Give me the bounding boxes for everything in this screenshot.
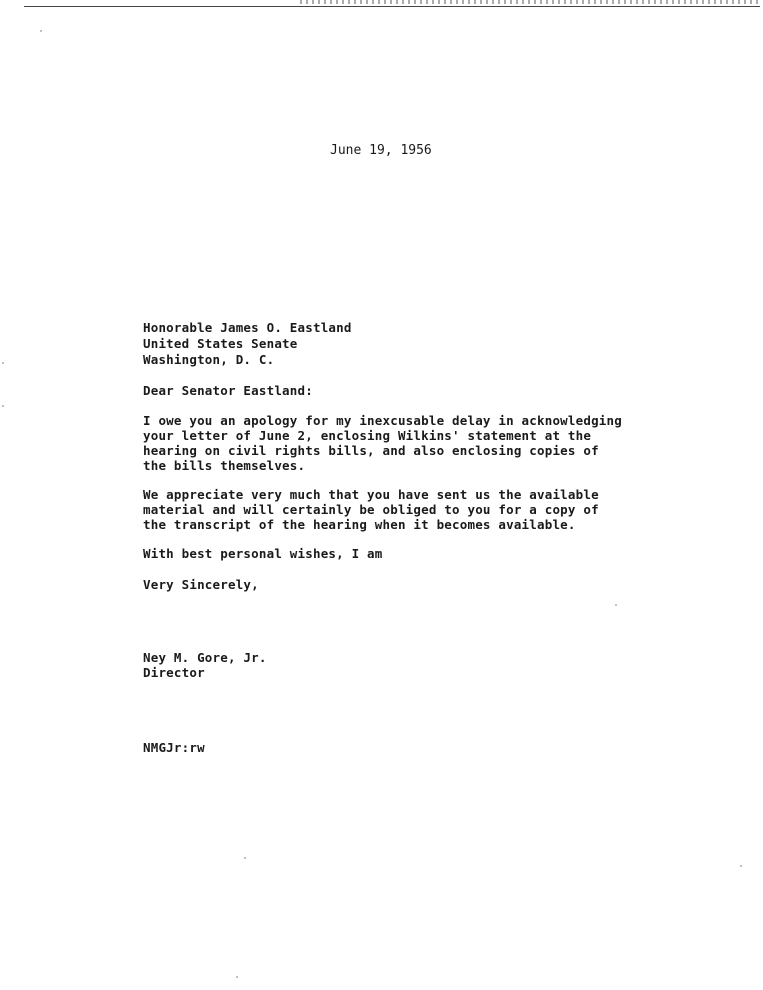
paper-speck [40,30,42,32]
recipient-office: United States Senate [143,336,298,351]
paragraph-line: the bills themselves. [143,458,306,473]
paragraph-line: I owe you an apology for my inexcusable delay in acknowledging [143,413,622,428]
signer-title: Director [143,665,205,680]
paper-speck [236,976,238,978]
salutation: Dear Senator Eastland: [143,383,313,398]
top-dotted-edge [300,0,760,4]
recipient-city: Washington, D. C. [143,352,275,367]
paper-speck [740,865,742,867]
paper-speck [244,857,246,859]
paragraph-line: With best personal wishes, I am [143,546,383,561]
paper-speck [615,604,617,606]
paragraph-line: the transcript of the hearing when it becomes available. [143,517,576,532]
paragraph-line: hearing on civil rights bills, and also enclosing copies of [143,443,599,458]
reference-initials: NMGJr:rw [143,740,205,755]
paragraph-line: We appreciate very much that you have sent us the available [143,487,599,502]
paragraph-line: your letter of June 2, enclosing Wilkins' statement at the [143,428,592,443]
letter-date: June 19, 1956 [330,143,432,158]
paper-speck [2,405,4,407]
closing: Very Sincerely, [143,577,259,592]
top-border-line [24,6,760,7]
signer-name: Ney M. Gore, Jr. [143,650,267,665]
paper-speck [2,362,4,364]
recipient-name: Honorable James O. Eastland [143,320,352,335]
paragraph-line: material and will certainly be obliged to you for a copy of [143,502,599,517]
